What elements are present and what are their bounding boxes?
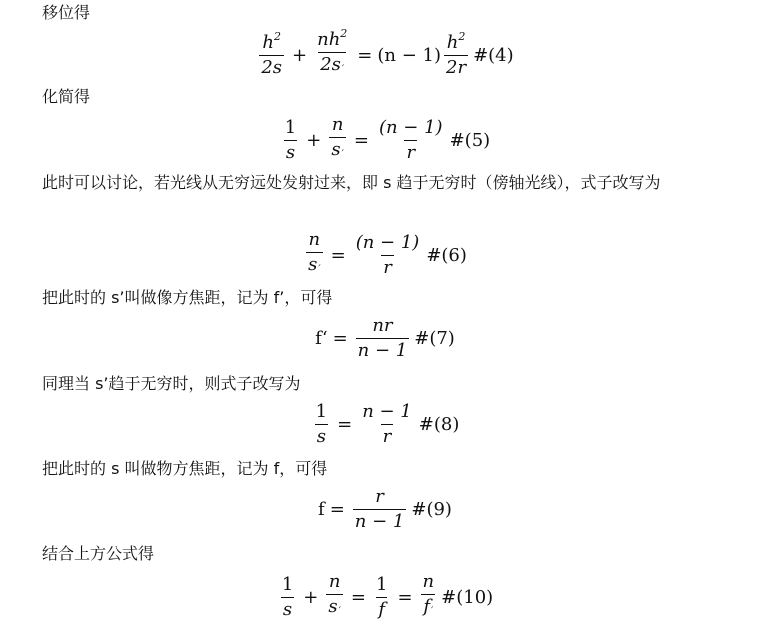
equation-10 [0, 572, 770, 622]
plus-sign: + [292, 44, 308, 66]
text-line-object-focal: 把此时的 s 叫做物方焦距，记为 f，可得 [42, 459, 328, 478]
fraction-n-minus-1-over-r: $\frac{(n - 1)}{r}$ [378, 116, 443, 163]
equation-4 [0, 27, 770, 80]
fraction-h2-over-2r: $\frac{h^2}{2r}$ [446, 29, 467, 78]
equation-9 [0, 487, 770, 532]
fraction-n-over-s-prime: $\frac{n}{s'}$ [306, 230, 323, 280]
text-line-image-focal: 把此时的 s’叫做像方焦距，记为 f’，可得 [42, 288, 333, 307]
fraction-n-minus-1-over-r: $\frac{n - 1}{r}$ [362, 401, 412, 447]
fraction-n-over-s-prime: $\frac{n}{s'}$ [329, 115, 346, 165]
equals-sign: = [332, 328, 348, 349]
equation-5 [0, 115, 770, 165]
equation-8 [0, 402, 770, 447]
equation-number: #(7) [414, 328, 455, 349]
equation-number: #(10) [441, 586, 494, 608]
fraction-n-over-s-prime: $\frac{n}{s'}$ [326, 572, 343, 622]
factor-n-minus-1: (n − 1) [377, 44, 442, 66]
lhs-f: f [318, 499, 325, 520]
equation-number: #(5) [449, 129, 491, 151]
text-paragraph-discussion: 此时可以讨论，若光线从无穷远处发射过来，即 s 趋于无穷时（傍轴光线），式子改写为 [42, 173, 661, 192]
equals-sign: = [337, 414, 353, 435]
equation-7 [0, 316, 770, 361]
fraction-nh2-over-2s-prime: $\frac{nh^2}{2s'}$ [315, 30, 349, 80]
equation-number: #(8) [418, 414, 460, 435]
equation-6 [0, 230, 770, 280]
text-line-simplify: 化简得 [42, 87, 91, 106]
equals-sign: = [353, 129, 369, 151]
text-line-shift: 移位得 [42, 3, 91, 22]
fraction-n-minus-1-over-r: $\frac{(n - 1)}{r}$ [355, 231, 420, 278]
equals-sign: = [330, 244, 346, 266]
fraction-1-over-s: $\frac{1}{s}$ [284, 116, 297, 163]
lhs-f-prime: f‘ [315, 328, 328, 349]
fraction-1-over-s: $\frac{1}{s}$ [315, 401, 328, 447]
equals-sign: = [329, 499, 345, 520]
equals-sign: = [357, 44, 373, 66]
fraction-h2-over-2s: $\frac{h^2}{2s}$ [261, 29, 283, 78]
fraction-1-over-s: $\frac{1}{s}$ [281, 573, 294, 620]
equation-number: #(6) [426, 244, 467, 266]
equation-number: #(9) [411, 499, 452, 520]
equals-sign: = [350, 586, 366, 608]
equation-number: #(4) [473, 44, 514, 66]
equals-sign: = [397, 586, 413, 608]
plus-sign: + [306, 129, 322, 151]
text-line-combine: 结合上方公式得 [42, 544, 155, 563]
fraction-r-over-n-minus-1: $\frac{r}{n - 1}$ [354, 486, 405, 532]
fraction-n-over-f-prime: $\frac{n}{f'}$ [421, 572, 437, 622]
plus-sign: + [303, 586, 319, 608]
fraction-nr-over-n-minus-1: $\frac{nr}{n - 1}$ [357, 315, 408, 361]
text-line-similarly: 同理当 s’趋于无穷时，则式子改写为 [42, 374, 301, 393]
fraction-1-over-f: $\frac{1}{f}$ [376, 573, 388, 620]
